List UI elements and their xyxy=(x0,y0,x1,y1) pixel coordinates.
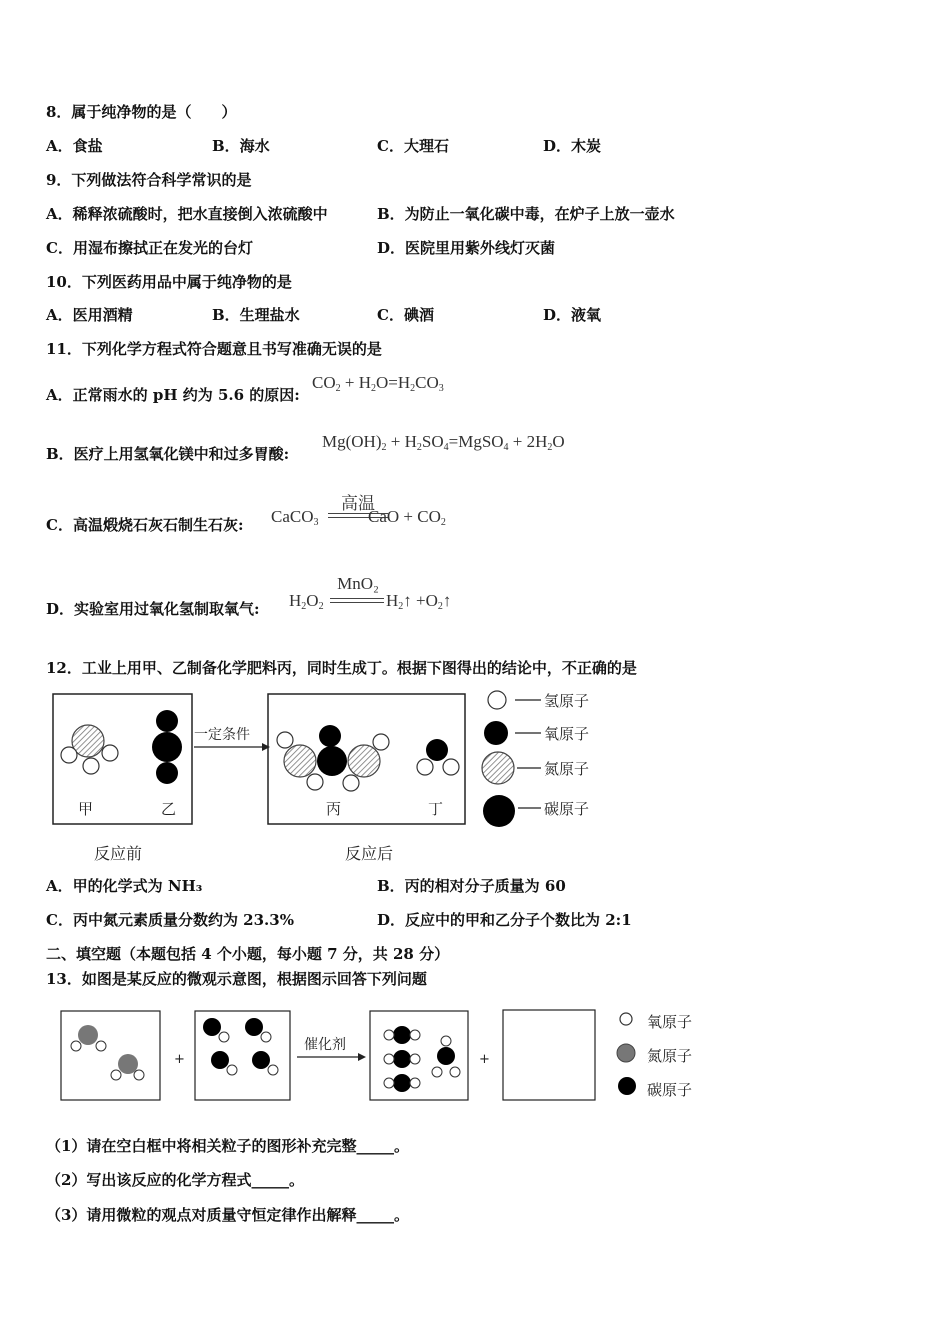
condition-catalyst: MnO₂ xyxy=(337,574,379,593)
legend-carbon: 碳原子 xyxy=(544,800,590,818)
q13-plus-1: + xyxy=(174,1052,185,1067)
q11-option-a: A．正常雨水的 pH 约为 5.6 的原因: xyxy=(46,386,300,404)
q13-legend-nitrogen-icon xyxy=(617,1044,635,1062)
legend-nitrogen-icon xyxy=(482,752,514,784)
q13-nh-molecule-1 xyxy=(71,1025,106,1051)
q10-option-a: A．医用酒精 xyxy=(46,306,133,324)
q11-equation-d-right: $H_2↑$ $+O_2↑$ xyxy=(386,591,452,612)
q13-legend-carbon: 碳原子 xyxy=(647,1081,693,1099)
section-2-heading: 二、填空题（本题包括 4 个小题，每小题 7 分，共 28 分） xyxy=(46,945,450,963)
q13-sub-question-2: （2）写出该反应的化学方程式_____。 xyxy=(46,1171,304,1189)
molecule-jia xyxy=(61,725,118,774)
q13-legend-oxygen: 氧原子 xyxy=(647,1013,693,1031)
q10-option-b: B．生理盐水 xyxy=(212,306,300,324)
molecule-bing xyxy=(277,725,389,791)
q11-option-c: C．高温煅烧石灰石制生石灰: xyxy=(46,516,244,534)
q12-arrowhead xyxy=(262,743,270,751)
q13-blank-answer-box[interactable] xyxy=(503,1010,595,1100)
legend-hydrogen: 氢原子 xyxy=(544,692,590,710)
q11-equation-d-left: $H_2O_2$ xyxy=(289,591,324,612)
q11-equation-c-left: CaCO$_3$ xyxy=(271,507,319,528)
q8-option-d: D．木炭 xyxy=(543,137,602,155)
q12-option-b: B．丙的相对分子质量为 60 xyxy=(377,877,566,895)
q13-plus-2: + xyxy=(479,1052,490,1067)
q10-option-d: D．液氧 xyxy=(543,306,602,324)
q8-option-a: A．食盐 xyxy=(46,137,103,155)
q10-option-c: C．碘酒 xyxy=(377,306,434,324)
molecule-yi xyxy=(152,710,182,784)
q13-stem: 13．如图是某反应的微观示意图，根据图示回答下列问题 xyxy=(46,970,427,988)
q13-co-molecules xyxy=(203,1018,278,1075)
legend-nitrogen: 氮原子 xyxy=(544,760,590,778)
label-jia: 甲 xyxy=(78,800,94,818)
q9-stem: 9．下列做法符合科学常识的是 xyxy=(46,171,252,189)
legend-hydrogen-icon xyxy=(488,691,506,709)
q13-product-stack xyxy=(384,1026,420,1092)
legend-oxygen: 氧原子 xyxy=(544,725,590,743)
q13-legend-oxygen-icon xyxy=(620,1013,632,1025)
q10-stem: 10．下列医药用品中属于纯净物的是 xyxy=(46,273,292,291)
q11-equation-b: $Mg(OH)_2$ + $H_2SO_4=MgSO_4 + 2H_2O$ xyxy=(322,432,565,453)
q8-option-b: B．海水 xyxy=(212,137,270,155)
q8-option-c: C．大理石 xyxy=(377,137,449,155)
q13-nh-molecule-2 xyxy=(111,1054,144,1080)
q12-arrow-label: 一定条件 xyxy=(194,727,250,743)
q13-box-1 xyxy=(61,1011,160,1100)
molecule-ding xyxy=(417,739,459,775)
label-yi: 乙 xyxy=(161,800,177,818)
q13-legend-carbon-icon xyxy=(618,1077,636,1095)
q9-option-b: B．为防止一氧化碳中毒，在炉子上放一壶水 xyxy=(377,205,675,223)
q9-option-a: A．稀释浓硫酸时，把水直接倒入浓硫酸中 xyxy=(46,205,328,223)
q12-option-c: C．丙中氮元素质量分数约为 23.3% xyxy=(46,911,294,929)
label-bing: 丙 xyxy=(326,800,342,818)
q12-option-d: D．反应中的甲和乙分子个数比为 2:1 xyxy=(377,911,632,929)
legend-carbon-icon xyxy=(483,795,515,827)
q11-option-d: D．实验室用过氧化氢制取氧气: xyxy=(46,600,260,618)
q13-sub-question-3: （3）请用微粒的观点对质量守恒定律作出解释_____。 xyxy=(46,1206,409,1224)
q11-stem: 11．下列化学方程式符合题意且书写准确无误的是 xyxy=(46,340,382,358)
q11-equation-c-right: CaO + $CO_2$ xyxy=(368,507,446,528)
q11-option-b: B．医疗上用氢氧化镁中和过多胃酸: xyxy=(46,445,290,463)
q11-equation-a: $CO_2 + H_2O=H_2CO_3$ xyxy=(312,373,444,394)
q13-arrow-label: 催化剂 xyxy=(304,1037,346,1053)
q9-option-c: C．用湿布擦拭正在发光的台灯 xyxy=(46,239,253,257)
q12-stem: 12．工业上用甲、乙制备化学肥料丙，同时生成丁。根据下图得出的结论中，不正确的是 xyxy=(46,659,637,677)
q13-sub-question-1: （1）请在空白框中将相关粒子的图形补充完整_____。 xyxy=(46,1137,409,1155)
legend-oxygen-icon xyxy=(484,721,508,745)
q13-legend-nitrogen: 氮原子 xyxy=(647,1047,693,1065)
caption-after: 反应后 xyxy=(345,844,394,863)
q13-arrowhead xyxy=(358,1053,366,1061)
q9-option-d: D．医院里用紫外线灯灭菌 xyxy=(377,239,556,257)
label-ding: 丁 xyxy=(428,800,444,818)
caption-before: 反应前 xyxy=(94,844,143,863)
condition-high-temp: 高温 xyxy=(341,494,375,513)
q8-stem: 8．属于纯净物的是（ ） xyxy=(46,103,237,121)
q13-product-single xyxy=(432,1036,460,1077)
q12-option-a: A．甲的化学式为 NH₃ xyxy=(46,877,203,895)
